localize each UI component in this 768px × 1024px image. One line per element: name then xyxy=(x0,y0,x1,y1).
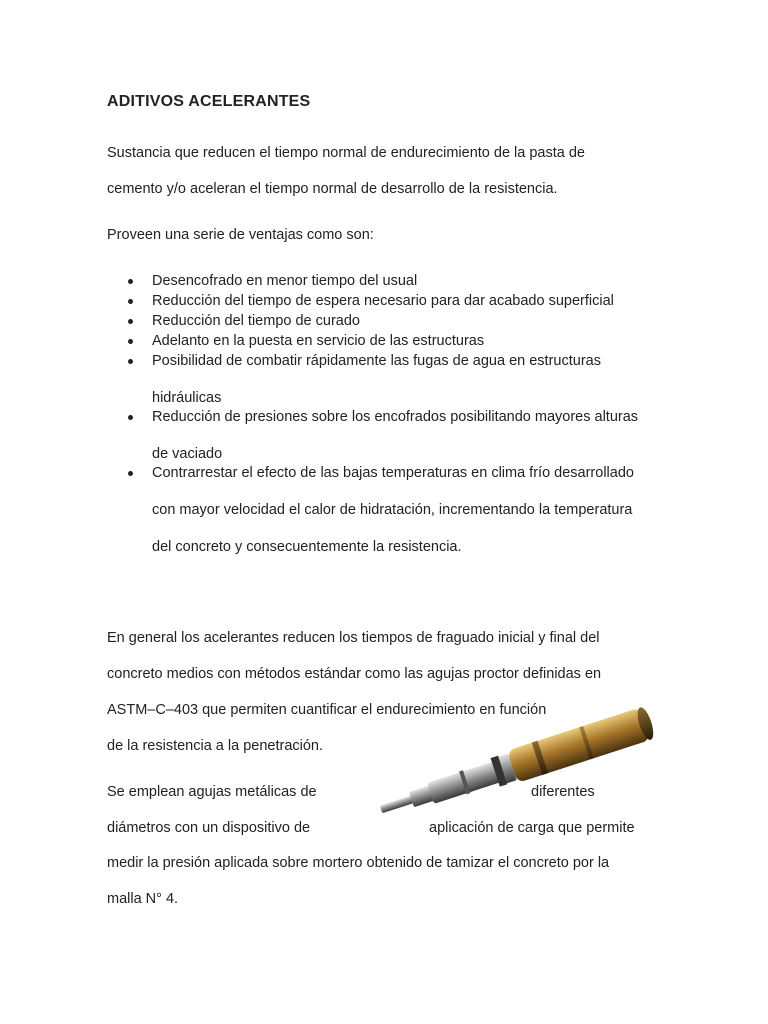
para2-line-1: En general los acelerantes reducen los tiempos de fraguado inicial y final del xyxy=(107,630,600,646)
list-item: Reducción del tiempo de curado xyxy=(152,313,360,329)
list-item-continuation: hidráulicas xyxy=(152,390,222,406)
list-item: Contrarrestar el efecto de las bajas temperaturas en clima frío desarrollado xyxy=(152,465,634,481)
intro-line-2: cemento y/o aceleran el tiempo normal de desarrollo de la resistencia. xyxy=(107,181,558,197)
list-item: Reducción del tiempo de espera necesario para dar acabado superficial xyxy=(152,293,614,309)
bullet-dot xyxy=(128,339,133,344)
para3-line-4: malla N° 4. xyxy=(107,891,179,907)
bullet-dot xyxy=(128,299,133,304)
list-item: Adelanto en la puesta en servicio de las estructuras xyxy=(152,333,485,349)
page-title: ADITIVOS ACELERANTES xyxy=(107,93,311,110)
bullet-dot xyxy=(128,359,133,364)
list-item: Desencofrado en menor tiempo del usual xyxy=(152,273,418,289)
bullet-dot xyxy=(128,471,133,476)
bullet-dot xyxy=(128,279,133,284)
para2-line-4: de la resistencia a la penetración. xyxy=(107,738,324,754)
para3-line-2a: diámetros con un dispositivo de xyxy=(107,820,311,836)
lead-text: Proveen una serie de ventajas como son: xyxy=(107,227,374,243)
intro-line-1: Sustancia que reducen el tiempo normal de endurecimiento de la pasta de xyxy=(107,145,585,161)
para3-line-3: medir la presión aplicada sobre mortero obtenido de tamizar el concreto por la xyxy=(107,855,610,871)
list-item-continuation: de vaciado xyxy=(152,446,223,462)
para2-line-2: concreto medios con métodos estándar como las agujas proctor definidas en xyxy=(107,666,602,682)
list-item-continuation: con mayor velocidad el calor de hidratación, incrementando la temperatura xyxy=(152,502,633,518)
bullet-dot xyxy=(128,415,133,420)
para3-line-1a: Se emplean agujas metálicas de xyxy=(107,784,317,800)
para2-line-3: ASTM–C–403 que permiten cuantificar el endurecimiento en función xyxy=(107,702,547,718)
bullet-dot xyxy=(128,319,133,324)
para3-line-2b: aplicación de carga que permite xyxy=(429,820,635,836)
para3-line-1b: diferentes xyxy=(531,784,595,800)
proctor-needle-image xyxy=(368,700,668,830)
list-item: Reducción de presiones sobre los encofrados posibilitando mayores alturas xyxy=(152,409,639,425)
list-item: Posibilidad de combatir rápidamente las fugas de agua en estructuras xyxy=(152,353,601,369)
list-item-continuation: del concreto y consecuentemente la resistencia. xyxy=(152,539,462,555)
